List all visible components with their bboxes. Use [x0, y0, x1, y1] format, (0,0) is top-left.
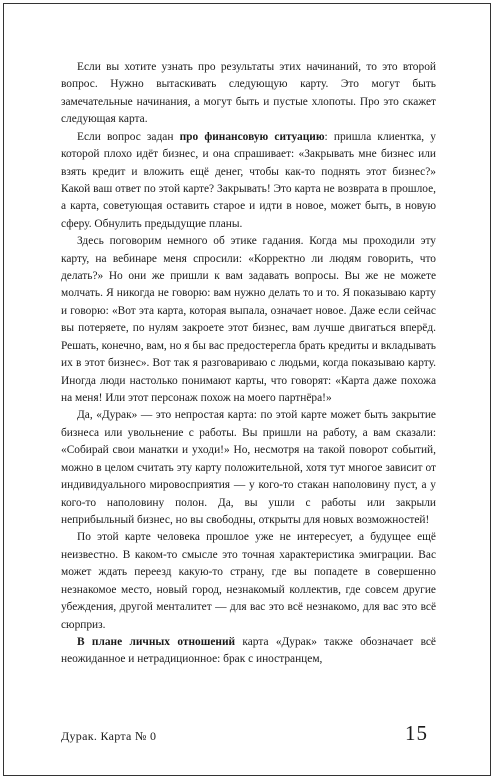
- paragraph-finance: [61, 129, 436, 234]
- paragraph-emigration: [61, 529, 436, 634]
- page-number: 15: [405, 721, 428, 745]
- paragraph-text: Здесь поговорим немного об этике гадания. Когда мы проходили эту карту, на вебинаре меня спросили: «Корректно ли людям говорить, что делать?» Но они же пришли к вам задавать вопросы. Вы же не можете молчать. Я никогда не говорю: вам нужно делать то и то. Я показываю карту и говорю: «Вот эта карта, которая выпала, означает новое. Даже если сейчас вы потеряете, по нулям закроете этот бизнес, вам лучше двигаться вперёд. Решать, конечно, вам, но я бы вас предостерегла брать кредиты и вкладывать их в этот бизнес». Вот так я разговариваю с людьми, когда показываю карту. Иногда люди настолько понимают карты, что говорят: «Карта даже похожа на меня! Или этот персонаж похож на моего партнёра!»: [61, 235, 436, 405]
- paragraph-text: По этой карте человека прошлое уже не интересует, а будущее ещё неизвестно. В каком-то смысле это точная характеристика эмиграции. Вас может ждать переезд какую-то страну, где вы попадете в совершенно незнакомое место, новый город, незнакомый коллектив, где совсем другие убеждения, другой менталитет — для вас это всё незнакомо, для вас это всё сюрприз.: [61, 531, 436, 631]
- paragraph-fool-card: [61, 407, 436, 529]
- paragraph-ethics: [61, 233, 436, 407]
- paragraph-bold-lead: В плане личных отношений: [77, 635, 236, 648]
- paragraph-bold-lead: про финансовую ситуацию: [179, 130, 325, 143]
- paragraph-text: Если вы хотите узнать про результаты этих начинаний, то это второй вопрос. Нужно вытаскивать следующую карту. Это могут быть замечательные начинания, а могут быть и пустые хлопоты. Про это скажет следующая карта.: [61, 61, 436, 126]
- paragraph-text: Да, «Дурак» — это непростая карта: по этой карте может быть закрытие бизнеса или увольнение с работы. Вы пришли на работу, а вам сказали: «Собирай свои манатки и уходи!» Но, несмотря на такой поворот событий, можно в целом считать эту карту положительной, хотя тут многое зависит от индивидуального мировосприятия — у кого-то стакан наполовину пуст, а у кого-то наполовину полон. Да, вы ушли с работы или закрыли неприбыльный бизнес, но вы свободны, открыты для новых возможностей!: [61, 409, 436, 526]
- running-title: Дурак. Карта № 0: [61, 729, 157, 743]
- paragraph-text: карта «Дурак» также обозначает всё неожиданное и нетрадиционное: брак с иностранцем,: [61, 635, 436, 666]
- paragraph-results: [61, 59, 436, 129]
- book-page: [3, 3, 491, 776]
- paragraph-text: Если вопрос задан: [77, 130, 180, 143]
- paragraph-text: : пришла клиентка, у которой плохо идёт бизнес, и она спрашивает: «Закрывать мне бизнес или взять кредит и вложить ещё денег, чтобы как-то поднять этот бизнес?» Какой ваш ответ по этой карте? Закрывать! Это карта не возврата в прошлое, а карта, советующая оставить старое и идти в новое, может быть, в новую сферу. Обнулить предыдущие планы.: [61, 130, 436, 230]
- paragraph-relationships: [61, 634, 436, 669]
- page-body: [61, 59, 436, 669]
